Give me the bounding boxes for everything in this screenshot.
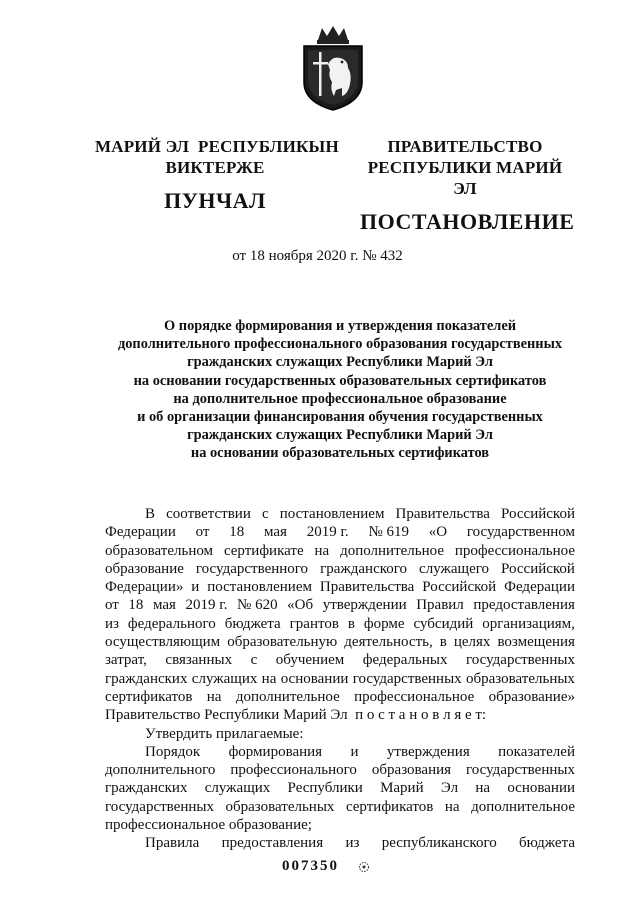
body-word: дополнительное xyxy=(235,688,340,705)
body-word: и xyxy=(191,579,200,596)
body-word: на xyxy=(314,542,330,559)
body-line xyxy=(105,505,575,523)
body-word: государственных xyxy=(352,670,462,687)
body-word: с xyxy=(250,652,258,669)
body-word: федерального xyxy=(127,615,216,632)
title-line: на основании государственных образовательных сертификатов xyxy=(133,372,547,389)
body-word: федеральных xyxy=(362,652,448,669)
body-word: Республики xyxy=(287,780,363,797)
body-word: утверждении xyxy=(322,597,407,614)
header-right-title: ПОСТАНОВЛЕНИЕ xyxy=(360,209,575,234)
body-word: сертификате xyxy=(223,542,304,559)
body-word: постановлением xyxy=(207,579,312,596)
body-word: бюджета xyxy=(519,835,575,852)
body-word: соответствии xyxy=(166,506,251,522)
body-word: на xyxy=(206,688,222,705)
body-word: от xyxy=(105,597,119,614)
body-word: 18 xyxy=(128,597,144,614)
body-word: осуществляющим xyxy=(105,634,221,651)
body-line xyxy=(105,523,575,541)
body-word: из xyxy=(345,835,360,852)
body-word: на xyxy=(475,780,491,797)
body-word: дополнительное xyxy=(471,798,575,815)
body-line xyxy=(105,761,575,779)
title-line: гражданских служащих Республики Марий Эл xyxy=(187,427,493,444)
header-left-title: ПУНЧАЛ xyxy=(164,188,266,213)
body-word: дополнительное xyxy=(340,542,444,559)
body-line xyxy=(105,798,575,816)
body-word: образование» xyxy=(488,688,575,705)
body-word: основании xyxy=(507,780,575,797)
body-word: образовательных xyxy=(466,670,575,687)
body-word: образования xyxy=(371,762,452,779)
body-word: и xyxy=(350,743,359,760)
body-word: профессиональное образование; xyxy=(105,817,312,834)
body-word: предоставления xyxy=(473,597,575,614)
body-word: основании xyxy=(280,670,349,687)
body-word: государственных xyxy=(105,798,214,815)
body-word: субсидий xyxy=(413,615,474,632)
body-word: организациям, xyxy=(482,615,575,632)
body-word: № 620 xyxy=(237,597,278,614)
body-word: Эл xyxy=(440,780,459,797)
body-word: 18 xyxy=(229,524,245,541)
document-date: от 18 ноября 2020 г. № 432 xyxy=(232,248,403,264)
body-word: целях xyxy=(453,634,491,651)
header-right-line1: ПРАВИТЕЛЬСТВО xyxy=(387,137,543,156)
body-word: В xyxy=(145,506,156,522)
body-word: форме xyxy=(363,615,405,632)
body-word: сертификатов xyxy=(345,798,434,815)
body-word: Правила xyxy=(145,835,200,852)
body-word: формирования xyxy=(228,743,323,760)
body-line xyxy=(105,743,575,761)
body-word: от xyxy=(195,524,210,541)
body-word: государственном xyxy=(466,524,575,541)
coat-of-arms-icon xyxy=(298,24,368,112)
body-line xyxy=(105,779,575,797)
body-word: Российской xyxy=(501,560,575,577)
body-word: 2019 г. xyxy=(306,524,349,541)
body-word: 2019 г. xyxy=(185,597,228,614)
body-word: на xyxy=(261,670,277,687)
title-line: О порядке формирования и утверждения показателей xyxy=(163,318,517,334)
body-word: государственных xyxy=(466,762,575,779)
body-word: Правил xyxy=(416,597,464,614)
body-word: образовательную xyxy=(227,634,338,651)
body-word: утверждения xyxy=(386,743,470,760)
document-title xyxy=(100,317,580,463)
body-word: с xyxy=(261,506,269,522)
body-word: Федерации xyxy=(504,579,575,596)
title-line: на основании образовательных сертификатов xyxy=(190,445,490,462)
document-body xyxy=(105,505,575,853)
body-word: мая xyxy=(152,597,176,614)
body-word: республиканского xyxy=(381,835,497,852)
body-word: Федерации» xyxy=(105,579,184,596)
body-line xyxy=(105,596,575,614)
asterisk-seal-icon xyxy=(358,860,370,872)
header-right-line2: РЕСПУБЛИКИ МАРИЙ ЭЛ xyxy=(367,158,563,198)
body-word: Марий xyxy=(380,780,424,797)
body-line xyxy=(105,725,575,743)
body-word: в xyxy=(439,634,447,651)
body-word: в xyxy=(347,615,355,632)
body-word: обучением xyxy=(275,652,345,669)
body-word: «О xyxy=(428,524,448,541)
body-word: гражданских xyxy=(105,670,188,687)
body-word: государственного xyxy=(195,560,309,577)
header-right xyxy=(360,136,575,235)
body-line xyxy=(105,542,575,560)
body-word: постановлением xyxy=(279,506,385,522)
body-word: предоставления xyxy=(221,835,324,852)
serial-number: 007350 xyxy=(282,858,339,874)
body-line xyxy=(105,615,575,633)
body-line xyxy=(105,670,575,688)
body-word: показателей xyxy=(498,743,575,760)
body-word: образование xyxy=(105,560,184,577)
body-word: Правительства xyxy=(319,579,415,596)
body-word: Российской xyxy=(422,579,497,596)
body-word: образовательном xyxy=(105,542,214,559)
body-word: Порядок xyxy=(145,743,201,760)
body-word: дополнительного xyxy=(105,762,216,779)
body-word: мая xyxy=(264,524,287,541)
body-word: Российской xyxy=(501,506,575,522)
body-word: из xyxy=(105,615,119,632)
body-word: возмещения xyxy=(497,634,575,651)
title-line: дополнительного профессионального образования государственных xyxy=(117,336,563,353)
header-left xyxy=(95,136,339,214)
title-line: на дополнительное профессиональное образование xyxy=(173,390,507,407)
body-line xyxy=(105,651,575,669)
title-line: и об организации финансирования обучения государственных xyxy=(137,409,543,426)
body-line xyxy=(105,816,575,834)
body-word: гражданского xyxy=(320,560,408,577)
body-line xyxy=(105,633,575,651)
body-word: связанных xyxy=(165,652,233,669)
title-line: гражданских служащих Республики Марий Эл xyxy=(187,354,493,371)
body-line xyxy=(105,578,575,596)
body-word: Правительство Республики Марий Эл п о с т а н о в л я е т: xyxy=(105,707,487,724)
body-word: Утвердить прилагаемые: xyxy=(145,725,304,742)
body-word: образовательных xyxy=(225,798,335,815)
body-word: гражданских xyxy=(105,780,188,797)
body-line xyxy=(105,560,575,578)
body-word: профессиональное xyxy=(454,542,575,559)
header-left-line2: ВИКТЕРЖЕ xyxy=(165,158,265,177)
body-word: государственных xyxy=(465,652,575,669)
body-word: деятельность, xyxy=(344,634,433,651)
body-word: служащих xyxy=(191,670,258,687)
body-word: сертификатов xyxy=(105,688,193,705)
body-word: профессиональное xyxy=(354,688,475,705)
body-word: служащих xyxy=(204,780,271,797)
body-word: на xyxy=(444,798,460,815)
body-word: № 619 xyxy=(368,524,410,541)
body-word: «Об xyxy=(287,597,314,614)
body-word: служащего xyxy=(419,560,490,577)
body-word: Федерации xyxy=(105,524,176,541)
body-word: профессионального xyxy=(230,762,357,779)
body-line xyxy=(105,834,575,852)
header-left-line1: МАРИЙ ЭЛ РЕСПУБЛИКЫН xyxy=(95,137,339,156)
body-word: бюджета xyxy=(224,615,281,632)
body-word: затрат, xyxy=(105,652,147,669)
body-line xyxy=(105,688,575,706)
body-word: Правительства xyxy=(395,506,490,522)
body-line xyxy=(105,706,575,724)
body-word: грантов xyxy=(289,615,339,632)
